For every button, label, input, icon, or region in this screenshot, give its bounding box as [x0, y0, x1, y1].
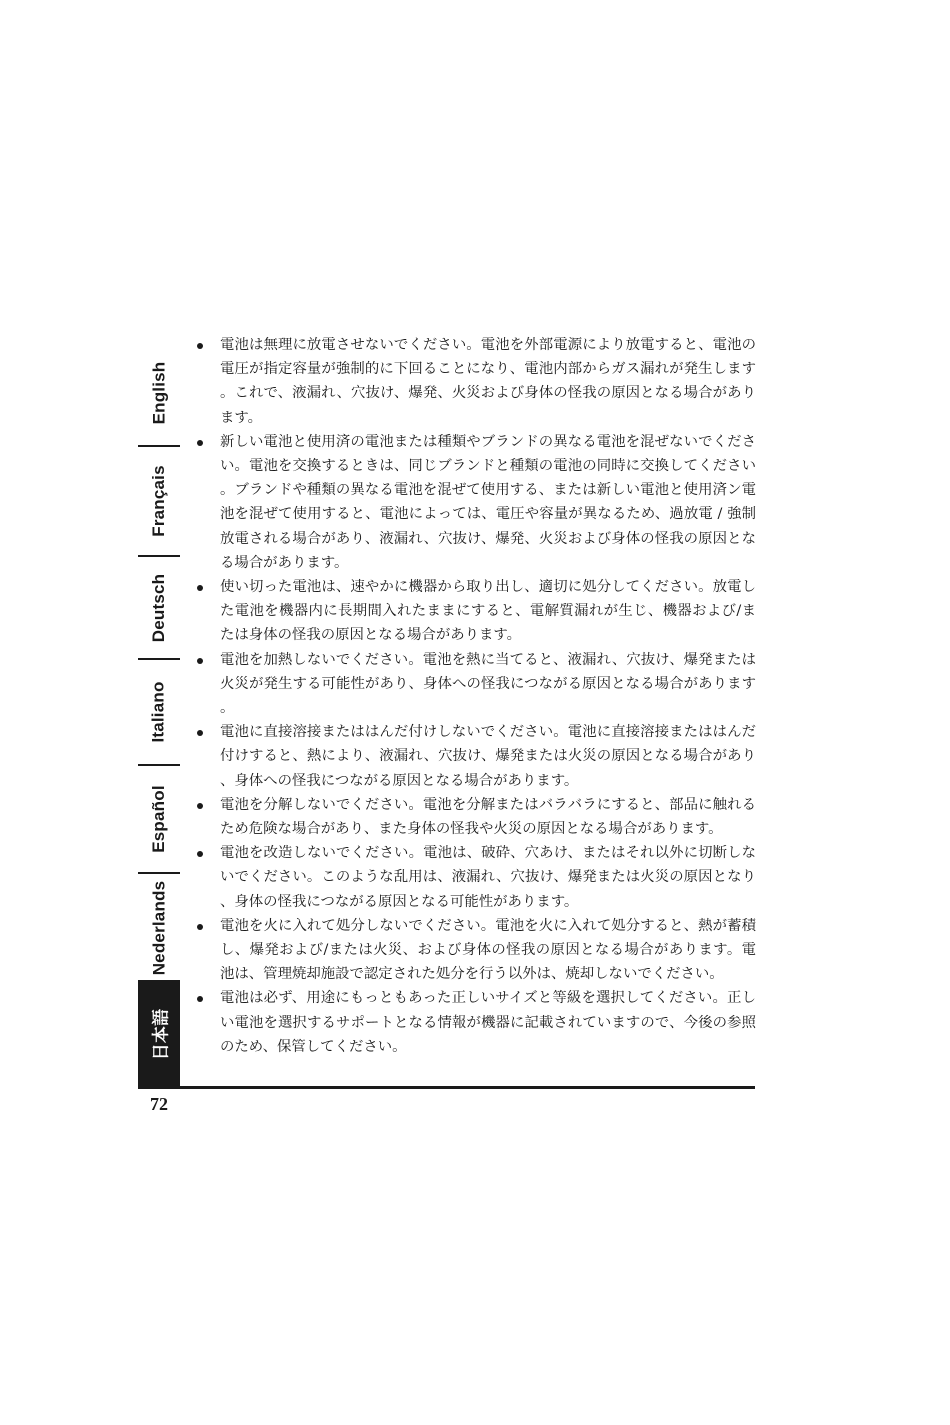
tab-nederlands-label: Nederlands — [149, 880, 168, 975]
tab-nederlands[interactable] — [138, 875, 180, 980]
list-item — [194, 986, 756, 1059]
footer-divider — [138, 1086, 755, 1089]
bullet-text: 電池に直接溶接またははんだ付けしないでください。電池に直接溶接またははんだ付けすると、熱により、液漏れ、穴抜け、爆発または火災の原因となる場合があり、身体への怪我につながる原因となる場合があります。 — [220, 724, 756, 789]
bullet-icon — [197, 996, 203, 1002]
battery-safety-content — [194, 333, 756, 1059]
tab-espanol-label: Español — [149, 785, 168, 853]
bullet-text: 電池は無理に放電させないでください。電池を外部電源により放電すると、電池の電圧が指定容量が強制的に下回ることになり、電池内部からガス漏れが発生します。これで、液漏れ、穴抜け、爆発、火災および身体の怪我の原因となる場合があります。 — [220, 337, 756, 426]
language-tabs — [138, 343, 180, 1089]
bullet-icon — [197, 803, 203, 809]
bullet-text: 使い切った電池は、速やかに機器から取り出し、適切に処分してください。放電した電池を機器内に長期間入れたままにすると、電解質漏れが生じ、機器および/または身体の怪我の原因となる場合があります。 — [220, 579, 756, 644]
tab-japanese-active[interactable] — [138, 980, 180, 1089]
tab-francais[interactable] — [138, 448, 180, 553]
bullet-text: 電池を分解しないでください。電池を分解またはバラバラにすると、部品に触れるため危険な場合があり、また身体の怪我や火災の原因となる場合があります。 — [220, 796, 756, 838]
bullet-icon — [197, 440, 203, 446]
list-item — [194, 333, 756, 430]
list-item — [194, 648, 756, 721]
tab-italiano-label: Italiano — [149, 681, 169, 743]
bullet-icon — [197, 924, 203, 930]
tab-deutsch-label: Deutsch — [149, 573, 169, 643]
tab-english-label: English — [149, 361, 169, 425]
tab-divider — [138, 872, 180, 874]
bullet-text: 電池を改造しないでください。電池は、破砕、穴あけ、またはそれ以外に切断しないでください。このような乱用は、液漏れ、穴抜け、爆発または火災の原因となり、身体の怪我につながる原因となる可能性があります。 — [220, 845, 756, 910]
safety-bullet-list — [194, 333, 756, 1059]
tab-divider — [138, 555, 180, 557]
bullet-icon — [197, 851, 203, 857]
bullet-text: 電池を加熱しないでください。電池を熱に当てると、液漏れ、穴抜け、爆発または火災が発生する可能性があり、身体への怪我につながる原因となる場合があります。 — [220, 651, 756, 717]
list-item — [194, 720, 756, 793]
bullet-icon — [197, 585, 203, 591]
tab-deutsch[interactable] — [138, 558, 180, 658]
bullet-icon — [197, 730, 203, 736]
bullet-icon — [197, 658, 203, 664]
tab-francais-label: Français — [149, 464, 168, 537]
tab-italiano[interactable] — [138, 661, 180, 763]
list-item — [194, 575, 756, 648]
tab-english[interactable] — [138, 343, 180, 443]
tab-divider — [138, 445, 180, 447]
bullet-text: 電池を火に入れて処分しないでください。電池を火に入れて処分すると、熱が蓄積し、爆発および/または火災、および身体の怪我の原因となる場合があります。電池は、管理焼却施設で認定された処分を行う以外は、焼却しないでください。 — [220, 917, 756, 983]
list-item — [194, 841, 756, 914]
page-number: 72 — [150, 1094, 168, 1114]
tab-divider — [138, 764, 180, 766]
list-item — [194, 430, 756, 575]
bullet-text: 電池は必ず、用途にもっともあった正しいサイズと等級を選択してください。正しい電池を選択するサポートとなる情報が機器に記載されていますので、今後の参照のため、保管してください。 — [220, 990, 756, 1055]
list-item — [194, 793, 756, 841]
tab-divider — [138, 658, 180, 660]
list-item — [194, 914, 756, 987]
tab-espanol[interactable] — [138, 767, 180, 871]
bullet-text: 新しい電池と使用済の電池または種類やブランドの異なる電池を混ぜないでください。電池を交換するときは、同じブランドと種類の電池の同時に交換してください。ブランドや種類の異なる電池を混ぜて使用する、または新しい電池と使用済ン電池を混ぜて使用すると、電池によっては、電圧や容量が異なるため、過放電 / 強制放電される場合があり、液漏れ、穴抜け、爆発、火災および身体の怪我の原因となる場合があります。 — [220, 433, 756, 571]
bullet-icon — [197, 343, 203, 349]
tab-japanese-label: 日本語 — [151, 1008, 172, 1061]
